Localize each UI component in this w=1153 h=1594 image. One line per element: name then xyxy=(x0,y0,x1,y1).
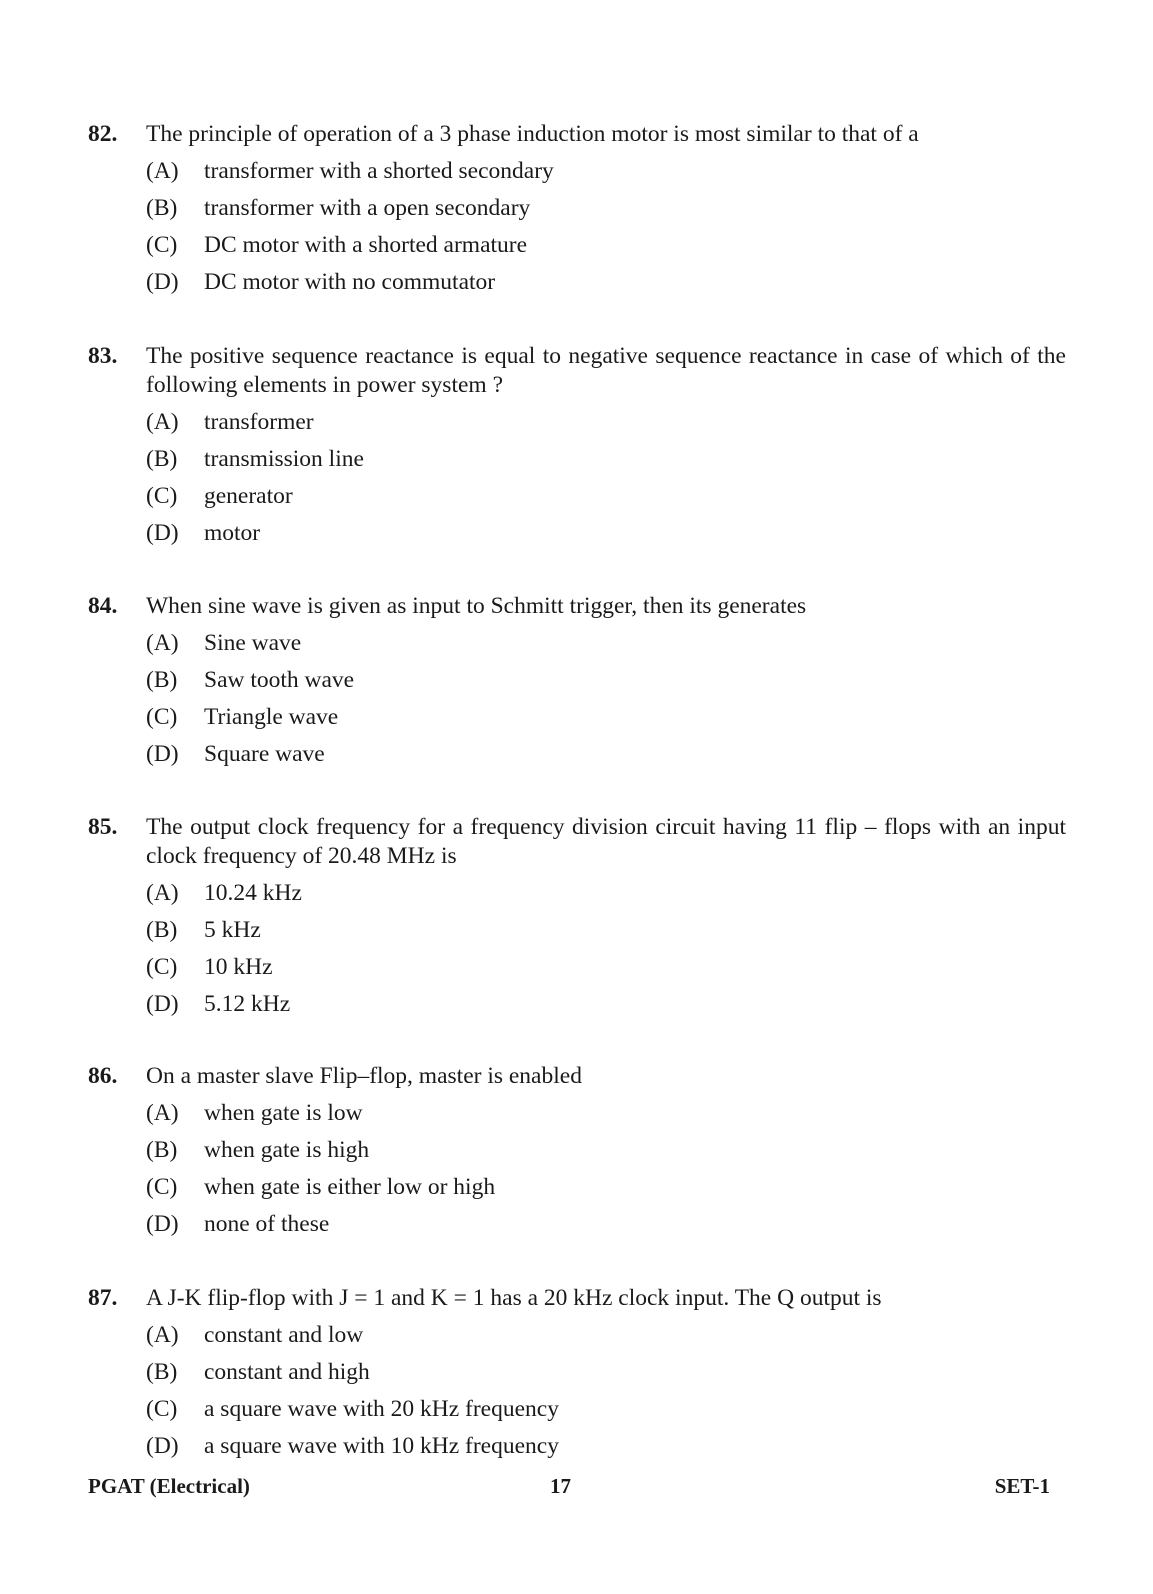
option-text: Sine wave xyxy=(204,630,302,656)
option-label: (B) xyxy=(146,917,178,943)
footer-page-number: 17 xyxy=(550,1474,571,1498)
option-label: (D) xyxy=(146,741,179,767)
option-d xyxy=(146,1210,1066,1247)
option-a xyxy=(146,408,1066,445)
option-text: generator xyxy=(204,483,293,509)
option-a xyxy=(146,1321,1066,1358)
options-list xyxy=(146,1099,1066,1247)
question-number: 87. xyxy=(88,1285,118,1311)
question-number: 86. xyxy=(88,1063,118,1089)
option-label: (B) xyxy=(146,1137,178,1163)
option-b xyxy=(146,194,1066,231)
option-d xyxy=(146,519,1066,556)
option-label: (A) xyxy=(146,409,179,435)
option-c xyxy=(146,1395,1066,1432)
question-number: 83. xyxy=(88,343,118,369)
option-c xyxy=(146,231,1066,268)
option-label: (A) xyxy=(146,630,179,656)
option-text: Square wave xyxy=(204,741,325,767)
question-85 xyxy=(88,813,1066,1027)
option-label: (A) xyxy=(146,1322,179,1348)
question-number: 82. xyxy=(88,121,118,147)
options-list xyxy=(146,157,1066,305)
option-c xyxy=(146,1173,1066,1210)
question-text: The positive sequence reactance is equal to negative sequence reactance in case of which of the following elements in power system ? xyxy=(146,343,1066,398)
option-label: (B) xyxy=(146,446,178,472)
option-text: DC motor with a shorted armature xyxy=(204,232,528,258)
option-label: (D) xyxy=(146,1433,179,1459)
option-label: (B) xyxy=(146,667,178,693)
option-label: (D) xyxy=(146,269,179,295)
option-text: transformer with a open secondary xyxy=(204,195,531,221)
option-a xyxy=(146,157,1066,194)
option-text: Triangle wave xyxy=(204,704,339,730)
option-d xyxy=(146,268,1066,305)
option-label: (C) xyxy=(146,483,178,509)
option-text: a square wave with 20 kHz frequency xyxy=(204,1396,559,1422)
option-text: when gate is either low or high xyxy=(204,1174,496,1200)
options-list xyxy=(146,1321,1066,1469)
option-b xyxy=(146,666,1066,703)
option-c xyxy=(146,953,1066,990)
option-text: a square wave with 10 kHz frequency xyxy=(204,1433,559,1459)
question-text: A J-K flip-flop with J = 1 and K = 1 has a 20 kHz clock input. The Q output is xyxy=(146,1285,882,1311)
option-text: 10 kHz xyxy=(204,954,273,980)
option-b xyxy=(146,1358,1066,1395)
question-83 xyxy=(88,342,1066,556)
option-d xyxy=(146,990,1066,1027)
question-84 xyxy=(88,592,1066,777)
option-label: (C) xyxy=(146,232,178,258)
option-text: transformer xyxy=(204,409,314,435)
option-label: (D) xyxy=(146,1211,179,1237)
option-label: (A) xyxy=(146,880,179,906)
question-text: On a master slave Flip–flop, master is enabled xyxy=(146,1063,582,1089)
footer-exam-title: PGAT (Electrical) xyxy=(88,1474,250,1498)
option-label: (B) xyxy=(146,1359,178,1385)
option-c xyxy=(146,703,1066,740)
question-number: 84. xyxy=(88,593,118,619)
option-b xyxy=(146,1136,1066,1173)
options-list xyxy=(146,629,1066,777)
option-label: (C) xyxy=(146,1174,178,1200)
option-text: constant and high xyxy=(204,1359,370,1385)
option-d xyxy=(146,740,1066,777)
option-a xyxy=(146,629,1066,666)
option-text: 5.12 kHz xyxy=(204,991,291,1017)
option-text: Saw tooth wave xyxy=(204,667,355,693)
options-list xyxy=(146,879,1066,1027)
option-text: constant and low xyxy=(204,1322,364,1348)
option-text: 5 kHz xyxy=(204,917,261,943)
option-label: (A) xyxy=(146,158,179,184)
question-text: The principle of operation of a 3 phase induction motor is most similar to that of a xyxy=(146,121,919,147)
question-number: 85. xyxy=(88,814,118,840)
option-text: when gate is high xyxy=(204,1137,370,1163)
question-82 xyxy=(88,120,1066,305)
option-text: motor xyxy=(204,520,261,546)
question-text: When sine wave is given as input to Schmitt trigger, then its generates xyxy=(146,593,807,619)
option-b xyxy=(146,445,1066,482)
options-list xyxy=(146,408,1066,556)
option-label: (D) xyxy=(146,520,179,546)
option-text: 10.24 kHz xyxy=(204,880,302,906)
option-text: transmission line xyxy=(204,446,364,472)
option-label: (A) xyxy=(146,1100,179,1126)
option-text: transformer with a shorted secondary xyxy=(204,158,554,184)
option-a xyxy=(146,879,1066,916)
question-text: The output clock frequency for a frequency division circuit having 11 flip – flops with an input clock frequency of 20.48 MHz is xyxy=(146,814,1066,869)
option-label: (C) xyxy=(146,954,178,980)
option-label: (C) xyxy=(146,1396,178,1422)
question-87 xyxy=(88,1284,1066,1469)
page-footer xyxy=(88,1474,1050,1504)
option-text: when gate is low xyxy=(204,1100,363,1126)
option-b xyxy=(146,916,1066,953)
option-label: (D) xyxy=(146,991,179,1017)
footer-set-label: SET-1 xyxy=(994,1474,1050,1498)
option-label: (B) xyxy=(146,195,178,221)
option-label: (C) xyxy=(146,704,178,730)
option-a xyxy=(146,1099,1066,1136)
question-86 xyxy=(88,1062,1066,1247)
option-d xyxy=(146,1432,1066,1469)
option-text: none of these xyxy=(204,1211,330,1237)
option-c xyxy=(146,482,1066,519)
option-text: DC motor with no commutator xyxy=(204,269,496,295)
